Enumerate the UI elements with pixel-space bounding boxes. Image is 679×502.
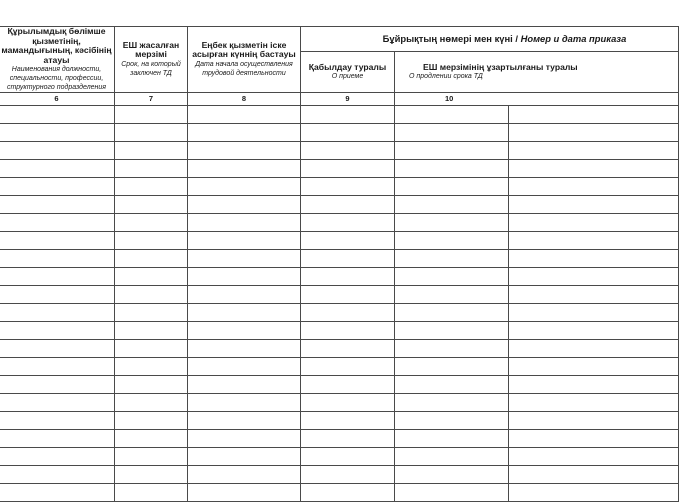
cell-hiring-order[interactable] <box>301 196 395 214</box>
col-header-hiring <box>301 52 395 93</box>
table-row <box>0 376 679 394</box>
cell-extension-order[interactable] <box>395 214 509 232</box>
col-header-hiring-kz: Қабылдау туралы <box>308 61 387 72</box>
column-number-row <box>0 93 679 106</box>
cell-contract-term[interactable] <box>115 232 188 250</box>
cell-start-date[interactable] <box>188 214 301 232</box>
cell-start-date[interactable] <box>188 178 301 196</box>
col-number-9: 9 <box>301 93 395 106</box>
cell-start-date[interactable] <box>188 268 301 286</box>
cell-start-date[interactable] <box>188 286 301 304</box>
cell-contract-term[interactable] <box>115 124 188 142</box>
cell-contract-term[interactable] <box>115 358 188 376</box>
cell-position[interactable] <box>0 250 115 268</box>
table-row <box>0 268 679 286</box>
cell-extension-order[interactable] <box>395 142 509 160</box>
col-header-start-date <box>188 27 301 93</box>
table-row <box>0 448 679 466</box>
cell-extension-order-extra[interactable] <box>509 430 679 448</box>
cell-start-date[interactable] <box>188 430 301 448</box>
cell-extension-order[interactable] <box>395 466 509 484</box>
cell-extension-order-extra[interactable] <box>509 124 679 142</box>
cell-position[interactable] <box>0 358 115 376</box>
cell-extension-order[interactable] <box>395 376 509 394</box>
cell-contract-term[interactable] <box>115 106 188 124</box>
table-row <box>0 124 679 142</box>
cell-extension-order-extra[interactable] <box>509 232 679 250</box>
cell-extension-order-extra[interactable] <box>509 196 679 214</box>
cell-position[interactable] <box>0 394 115 412</box>
cell-position[interactable] <box>0 232 115 250</box>
table-row <box>0 304 679 322</box>
cell-start-date[interactable] <box>188 322 301 340</box>
table-row <box>0 322 679 340</box>
cell-hiring-order[interactable] <box>301 178 395 196</box>
col-header-start-date-kz: Еңбек қызметін іске асырған күннің бастауы <box>192 39 296 60</box>
cell-extension-order[interactable] <box>395 268 509 286</box>
cell-extension-order[interactable] <box>395 196 509 214</box>
cell-contract-term[interactable] <box>115 448 188 466</box>
cell-position[interactable] <box>0 124 115 142</box>
cell-start-date[interactable] <box>188 412 301 430</box>
cell-hiring-order[interactable] <box>301 376 395 394</box>
cell-contract-term[interactable] <box>115 394 188 412</box>
cell-contract-term[interactable] <box>115 214 188 232</box>
cell-extension-order-extra[interactable] <box>509 286 679 304</box>
cell-extension-order-extra[interactable] <box>509 250 679 268</box>
cell-hiring-order[interactable] <box>301 466 395 484</box>
cell-extension-order-extra[interactable] <box>509 376 679 394</box>
table-row <box>0 142 679 160</box>
cell-position[interactable] <box>0 286 115 304</box>
cell-hiring-order[interactable] <box>301 232 395 250</box>
cell-start-date[interactable] <box>188 376 301 394</box>
col-number-8: 8 <box>188 93 301 106</box>
table-row <box>0 232 679 250</box>
col-header-hiring-ru: О приеме <box>331 73 364 81</box>
cell-extension-order-extra[interactable] <box>509 358 679 376</box>
col-header-extension-kz: ЕШ мерзімінің ұзартылғаны туралы <box>423 61 578 72</box>
col-group-order-separator: / <box>515 33 518 45</box>
cell-position[interactable] <box>0 430 115 448</box>
cell-contract-term[interactable] <box>115 268 188 286</box>
table-row <box>0 484 679 502</box>
table-row <box>0 394 679 412</box>
cell-hiring-order[interactable] <box>301 214 395 232</box>
cell-extension-order[interactable] <box>395 430 509 448</box>
cell-contract-term[interactable] <box>115 466 188 484</box>
table-row <box>0 160 679 178</box>
cell-extension-order-extra[interactable] <box>509 466 679 484</box>
cell-start-date[interactable] <box>188 466 301 484</box>
cell-hiring-order[interactable] <box>301 358 395 376</box>
cell-start-date[interactable] <box>188 196 301 214</box>
cell-contract-term[interactable] <box>115 484 188 502</box>
cell-extension-order[interactable] <box>395 484 509 502</box>
cell-hiring-order[interactable] <box>301 286 395 304</box>
cell-extension-order[interactable] <box>395 250 509 268</box>
cell-position[interactable] <box>0 214 115 232</box>
col-header-start-date-ru: Дата начала осуществления трудовой деятельности <box>195 61 293 77</box>
cell-hiring-order[interactable] <box>301 250 395 268</box>
cell-hiring-order[interactable] <box>301 484 395 502</box>
cell-contract-term[interactable] <box>115 160 188 178</box>
cell-position[interactable] <box>0 268 115 286</box>
col-group-order-ru: Номер и дата приказа <box>520 33 627 45</box>
cell-start-date[interactable] <box>188 358 301 376</box>
cell-extension-order-extra[interactable] <box>509 178 679 196</box>
table-row <box>0 412 679 430</box>
cell-start-date[interactable] <box>188 106 301 124</box>
table-row <box>0 250 679 268</box>
table-row <box>0 466 679 484</box>
cell-extension-order-extra[interactable] <box>509 304 679 322</box>
cell-hiring-order[interactable] <box>301 394 395 412</box>
table-row <box>0 106 679 124</box>
cell-position[interactable] <box>0 160 115 178</box>
table-row <box>0 358 679 376</box>
cell-position[interactable] <box>0 196 115 214</box>
cell-start-date[interactable] <box>188 394 301 412</box>
cell-start-date[interactable] <box>188 484 301 502</box>
col-header-extension <box>395 52 679 93</box>
cell-contract-term[interactable] <box>115 430 188 448</box>
cell-position[interactable] <box>0 484 115 502</box>
register-body <box>0 106 679 502</box>
col-number-10: 10 <box>395 93 679 106</box>
col-header-contract-term-ru: Срок, на который заключен ТД <box>121 61 181 77</box>
cell-start-date[interactable] <box>188 160 301 178</box>
cell-extension-order[interactable] <box>395 106 509 124</box>
cell-extension-order-extra[interactable] <box>509 412 679 430</box>
cell-hiring-order[interactable] <box>301 304 395 322</box>
cell-start-date[interactable] <box>188 232 301 250</box>
cell-extension-order-extra[interactable] <box>509 106 679 124</box>
cell-position[interactable] <box>0 178 115 196</box>
table-row <box>0 286 679 304</box>
cell-start-date[interactable] <box>188 124 301 142</box>
cell-contract-term[interactable] <box>115 196 188 214</box>
cell-hiring-order[interactable] <box>301 106 395 124</box>
cell-contract-term[interactable] <box>115 304 188 322</box>
cell-hiring-order[interactable] <box>301 124 395 142</box>
employee-register-table <box>0 26 679 502</box>
cell-hiring-order[interactable] <box>301 412 395 430</box>
cell-contract-term[interactable] <box>115 142 188 160</box>
col-group-order <box>301 27 679 52</box>
col-header-extension-ru: О продлении срока ТД <box>409 73 483 81</box>
col-number-6: 6 <box>0 93 115 106</box>
cell-extension-order-extra[interactable] <box>509 484 679 502</box>
cell-extension-order-extra[interactable] <box>509 340 679 358</box>
col-header-position <box>0 27 115 93</box>
cell-position[interactable] <box>0 304 115 322</box>
cell-extension-order-extra[interactable] <box>509 268 679 286</box>
cell-start-date[interactable] <box>188 142 301 160</box>
table-row <box>0 430 679 448</box>
cell-hiring-order[interactable] <box>301 340 395 358</box>
cell-extension-order-extra[interactable] <box>509 160 679 178</box>
cell-extension-order[interactable] <box>395 160 509 178</box>
cell-extension-order[interactable] <box>395 340 509 358</box>
cell-extension-order[interactable] <box>395 232 509 250</box>
cell-position[interactable] <box>0 322 115 340</box>
cell-extension-order[interactable] <box>395 412 509 430</box>
cell-contract-term[interactable] <box>115 322 188 340</box>
col-header-contract-term <box>115 27 188 93</box>
table-row <box>0 196 679 214</box>
cell-hiring-order[interactable] <box>301 142 395 160</box>
cell-extension-order[interactable] <box>395 304 509 322</box>
cell-start-date[interactable] <box>188 340 301 358</box>
cell-extension-order-extra[interactable] <box>509 142 679 160</box>
cell-contract-term[interactable] <box>115 412 188 430</box>
col-header-contract-term-kz: ЕШ жасалған мерзімі <box>122 39 180 60</box>
cell-position[interactable] <box>0 466 115 484</box>
cell-position[interactable] <box>0 106 115 124</box>
table-row <box>0 178 679 196</box>
col-header-position-kz: Құрылымдық бөлімше қызметінің, мамандығының, кәсібінің атауы <box>1 26 112 65</box>
col-header-position-ru: Наименования должности, специальности, профессии, структурного подразделения <box>6 66 107 91</box>
cell-extension-order-extra[interactable] <box>509 448 679 466</box>
cell-contract-term[interactable] <box>115 340 188 358</box>
cell-contract-term[interactable] <box>115 376 188 394</box>
cell-position[interactable] <box>0 142 115 160</box>
cell-extension-order[interactable] <box>395 394 509 412</box>
cell-extension-order[interactable] <box>395 286 509 304</box>
cell-extension-order-extra[interactable] <box>509 394 679 412</box>
cell-start-date[interactable] <box>188 250 301 268</box>
col-number-7: 7 <box>115 93 188 106</box>
cell-start-date[interactable] <box>188 448 301 466</box>
cell-contract-term[interactable] <box>115 250 188 268</box>
cell-position[interactable] <box>0 412 115 430</box>
cell-contract-term[interactable] <box>115 178 188 196</box>
cell-position[interactable] <box>0 448 115 466</box>
cell-hiring-order[interactable] <box>301 268 395 286</box>
table-row <box>0 340 679 358</box>
cell-extension-order[interactable] <box>395 358 509 376</box>
cell-extension-order[interactable] <box>395 178 509 196</box>
cell-start-date[interactable] <box>188 304 301 322</box>
cell-extension-order[interactable] <box>395 322 509 340</box>
cell-hiring-order[interactable] <box>301 160 395 178</box>
cell-contract-term[interactable] <box>115 286 188 304</box>
cell-extension-order-extra[interactable] <box>509 214 679 232</box>
col-group-order-kz: Бұйрықтың нөмері мен күні <box>382 33 513 45</box>
cell-extension-order[interactable] <box>395 448 509 466</box>
cell-hiring-order[interactable] <box>301 322 395 340</box>
cell-extension-order[interactable] <box>395 124 509 142</box>
cell-extension-order-extra[interactable] <box>509 322 679 340</box>
cell-position[interactable] <box>0 376 115 394</box>
cell-position[interactable] <box>0 340 115 358</box>
cell-hiring-order[interactable] <box>301 430 395 448</box>
table-row <box>0 214 679 232</box>
cell-hiring-order[interactable] <box>301 448 395 466</box>
